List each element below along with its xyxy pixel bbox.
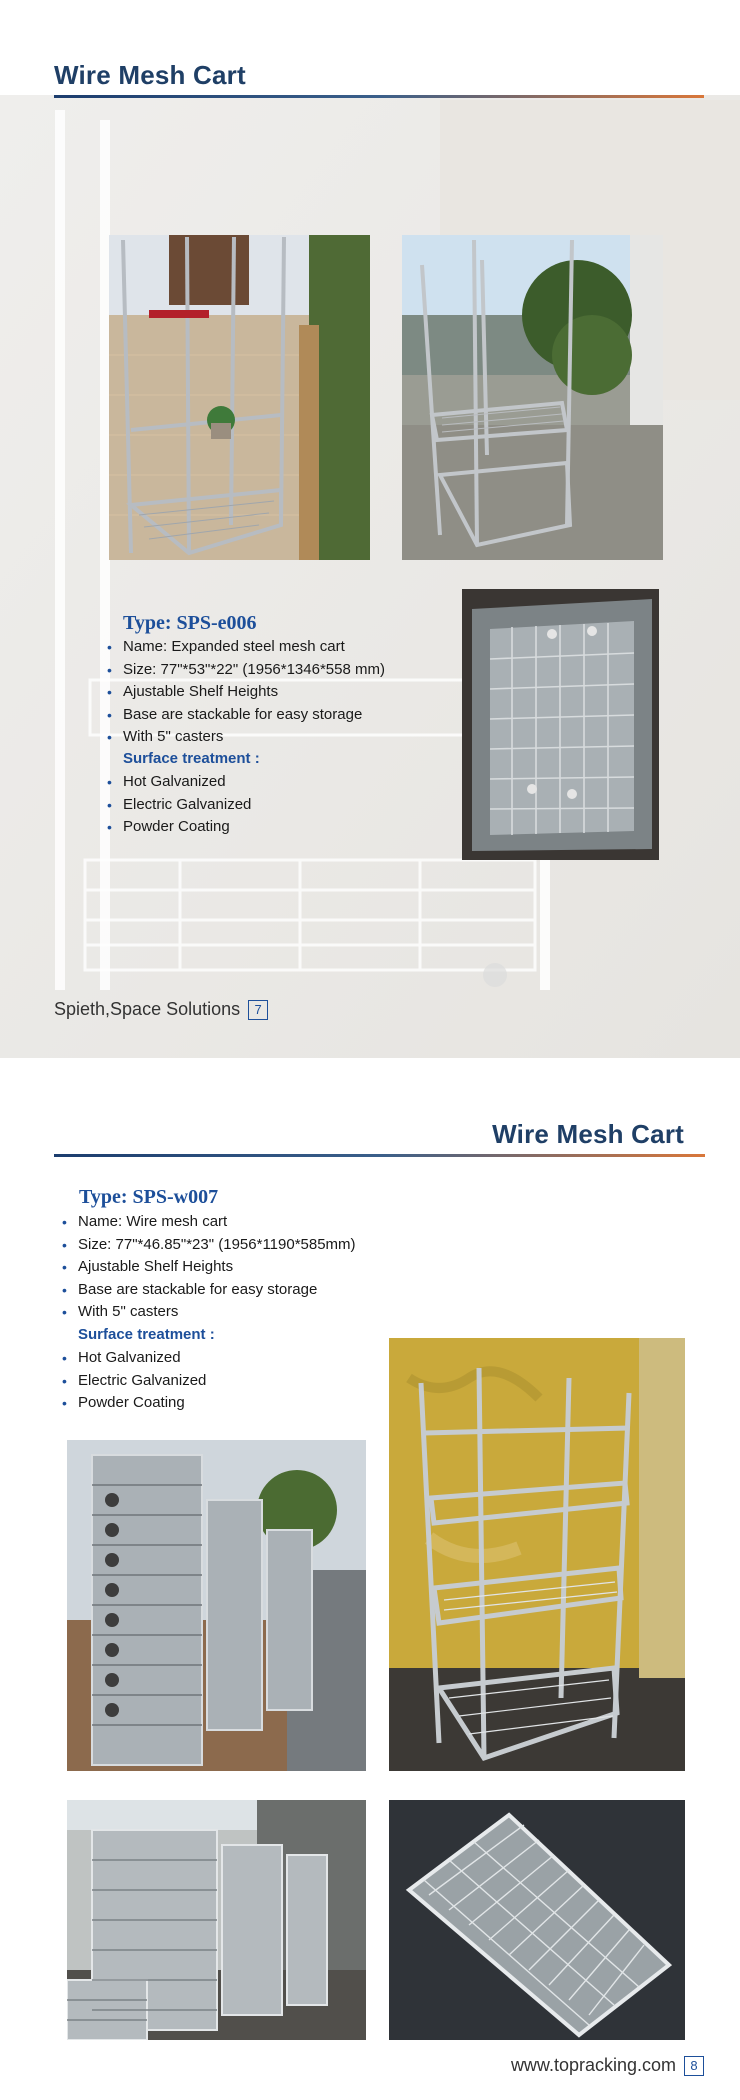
product-type-heading: Type: SPS-w007 bbox=[79, 1186, 219, 1208]
surface-electric-galvanized: • Electric Galvanized bbox=[62, 1370, 206, 1393]
photo-mesh-shelf bbox=[389, 1800, 685, 2040]
surface-powder-coating: • Powder Coating bbox=[107, 816, 251, 839]
photo-stacked-carts-street bbox=[67, 1440, 366, 1771]
spec-size: • Size: 77"*53"*22" (1956*1346*558 mm) bbox=[107, 659, 385, 682]
spec-casters: • With 5" casters bbox=[107, 726, 385, 749]
spec-stackable: • Base are stackable for easy storage bbox=[107, 704, 385, 727]
surface-electric-galvanized: • Electric Galvanized bbox=[107, 794, 251, 817]
spec-list bbox=[62, 1211, 356, 1324]
spec-stackable: • Base are stackable for easy storage bbox=[62, 1279, 356, 1302]
product-type-heading: Type: SPS-e006 bbox=[123, 612, 257, 634]
photo-cart-rooftop bbox=[402, 235, 663, 560]
spec-list bbox=[107, 636, 385, 749]
photo-stacked-carts-container bbox=[67, 1800, 366, 2040]
page-footer bbox=[511, 2055, 704, 2076]
page-title: Wire Mesh Cart bbox=[54, 60, 246, 90]
spec-size: • Size: 77"*46.85"*23" (1956*1190*585mm) bbox=[62, 1234, 356, 1257]
page-8 bbox=[0, 1058, 740, 2100]
page-number: 7 bbox=[248, 1000, 268, 1020]
surface-list bbox=[107, 771, 251, 839]
title-rule bbox=[54, 95, 704, 98]
spec-name: • Name: Wire mesh cart bbox=[62, 1211, 356, 1234]
spec-name: • Name: Expanded steel mesh cart bbox=[107, 636, 385, 659]
footer-text: www.topracking.com bbox=[510, 2055, 676, 2075]
footer-text: Spieth,Space Solutions bbox=[54, 999, 241, 1019]
spec-shelf-heights: • Ajustable Shelf Heights bbox=[107, 681, 385, 704]
photo-cart-yellow-wall bbox=[389, 1338, 685, 1771]
surface-hot-galvanized: • Hot Galvanized bbox=[107, 771, 251, 794]
page-footer bbox=[54, 999, 268, 1020]
page-title: Wire Mesh Cart bbox=[492, 1119, 684, 1149]
photo-cart-garden bbox=[109, 235, 370, 560]
page-number: 8 bbox=[684, 2056, 704, 2076]
surface-treatment-heading: Surface treatment : bbox=[78, 1326, 215, 1343]
surface-treatment-heading: Surface treatment : bbox=[123, 750, 260, 767]
surface-powder-coating: • Powder Coating bbox=[62, 1392, 206, 1415]
surface-list bbox=[62, 1347, 206, 1415]
surface-hot-galvanized: • Hot Galvanized bbox=[62, 1347, 206, 1370]
spec-casters: • With 5" casters bbox=[62, 1301, 356, 1324]
spec-shelf-heights: • Ajustable Shelf Heights bbox=[62, 1256, 356, 1279]
photo-mesh-closeup bbox=[462, 589, 659, 860]
title-rule bbox=[54, 1154, 705, 1157]
